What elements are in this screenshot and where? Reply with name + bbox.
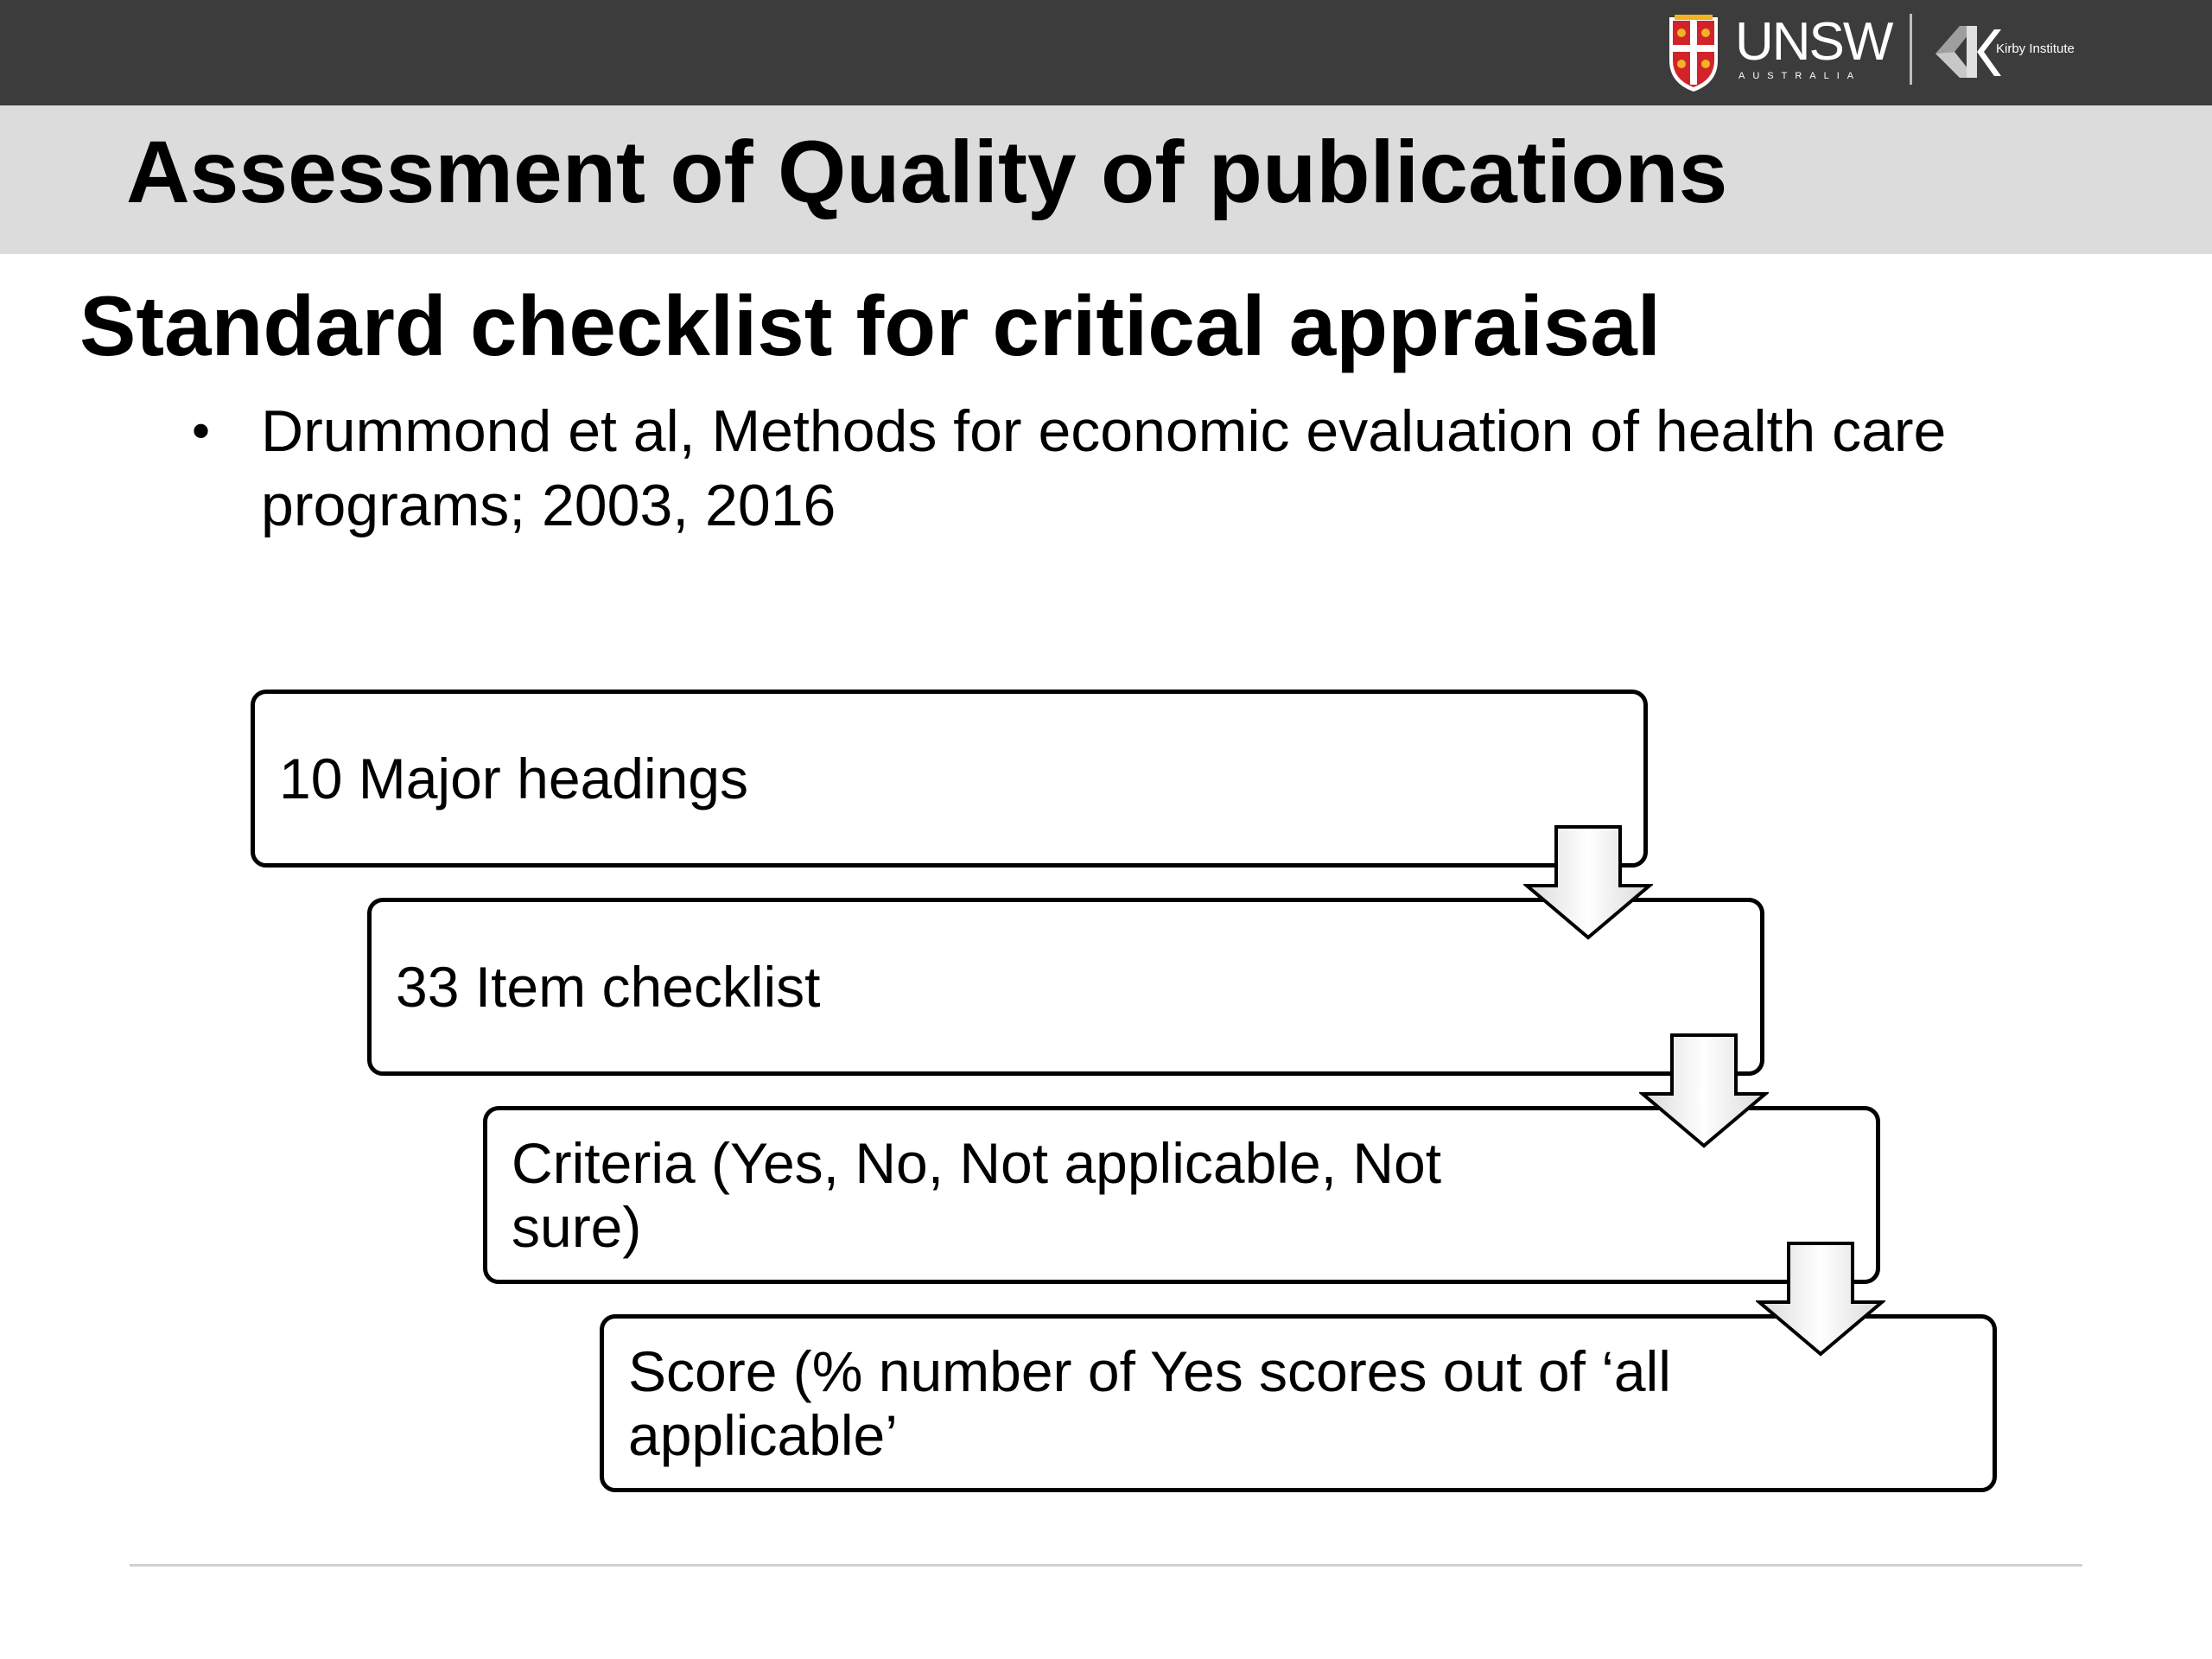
flow-step-label: Score (% number of Yes scores out of ‘all applicable’: [628, 1339, 1671, 1467]
section-heading: Standard checklist for critical appraisal: [79, 278, 1662, 373]
flow-step-label: 10 Major headings: [279, 747, 749, 810]
footer-divider: [130, 1564, 2082, 1567]
bullet-marker: •: [192, 402, 211, 460]
down-arrow-icon: [1639, 1032, 1769, 1149]
down-arrow-icon: [1756, 1240, 1885, 1357]
unsw-wordmark: UNSW: [1735, 12, 1892, 72]
bullet-text: Drummond et al, Methods for economic evaluation of health care programs; 2003, 2016: [261, 398, 1947, 538]
flow-step-label: Criteria (Yes, No, Not applicable, Not sure): [512, 1131, 1442, 1259]
flow-step-major-headings: [251, 690, 1648, 868]
kirby-wordmark: Kirby Institute: [1996, 41, 2075, 56]
flow-step-label: 33 Item checklist: [396, 955, 821, 1019]
page-title: Assessment of Quality of publications: [126, 123, 1728, 221]
unsw-subtitle: AUSTRALIA: [1738, 71, 1862, 81]
down-arrow-icon: [1523, 823, 1653, 941]
